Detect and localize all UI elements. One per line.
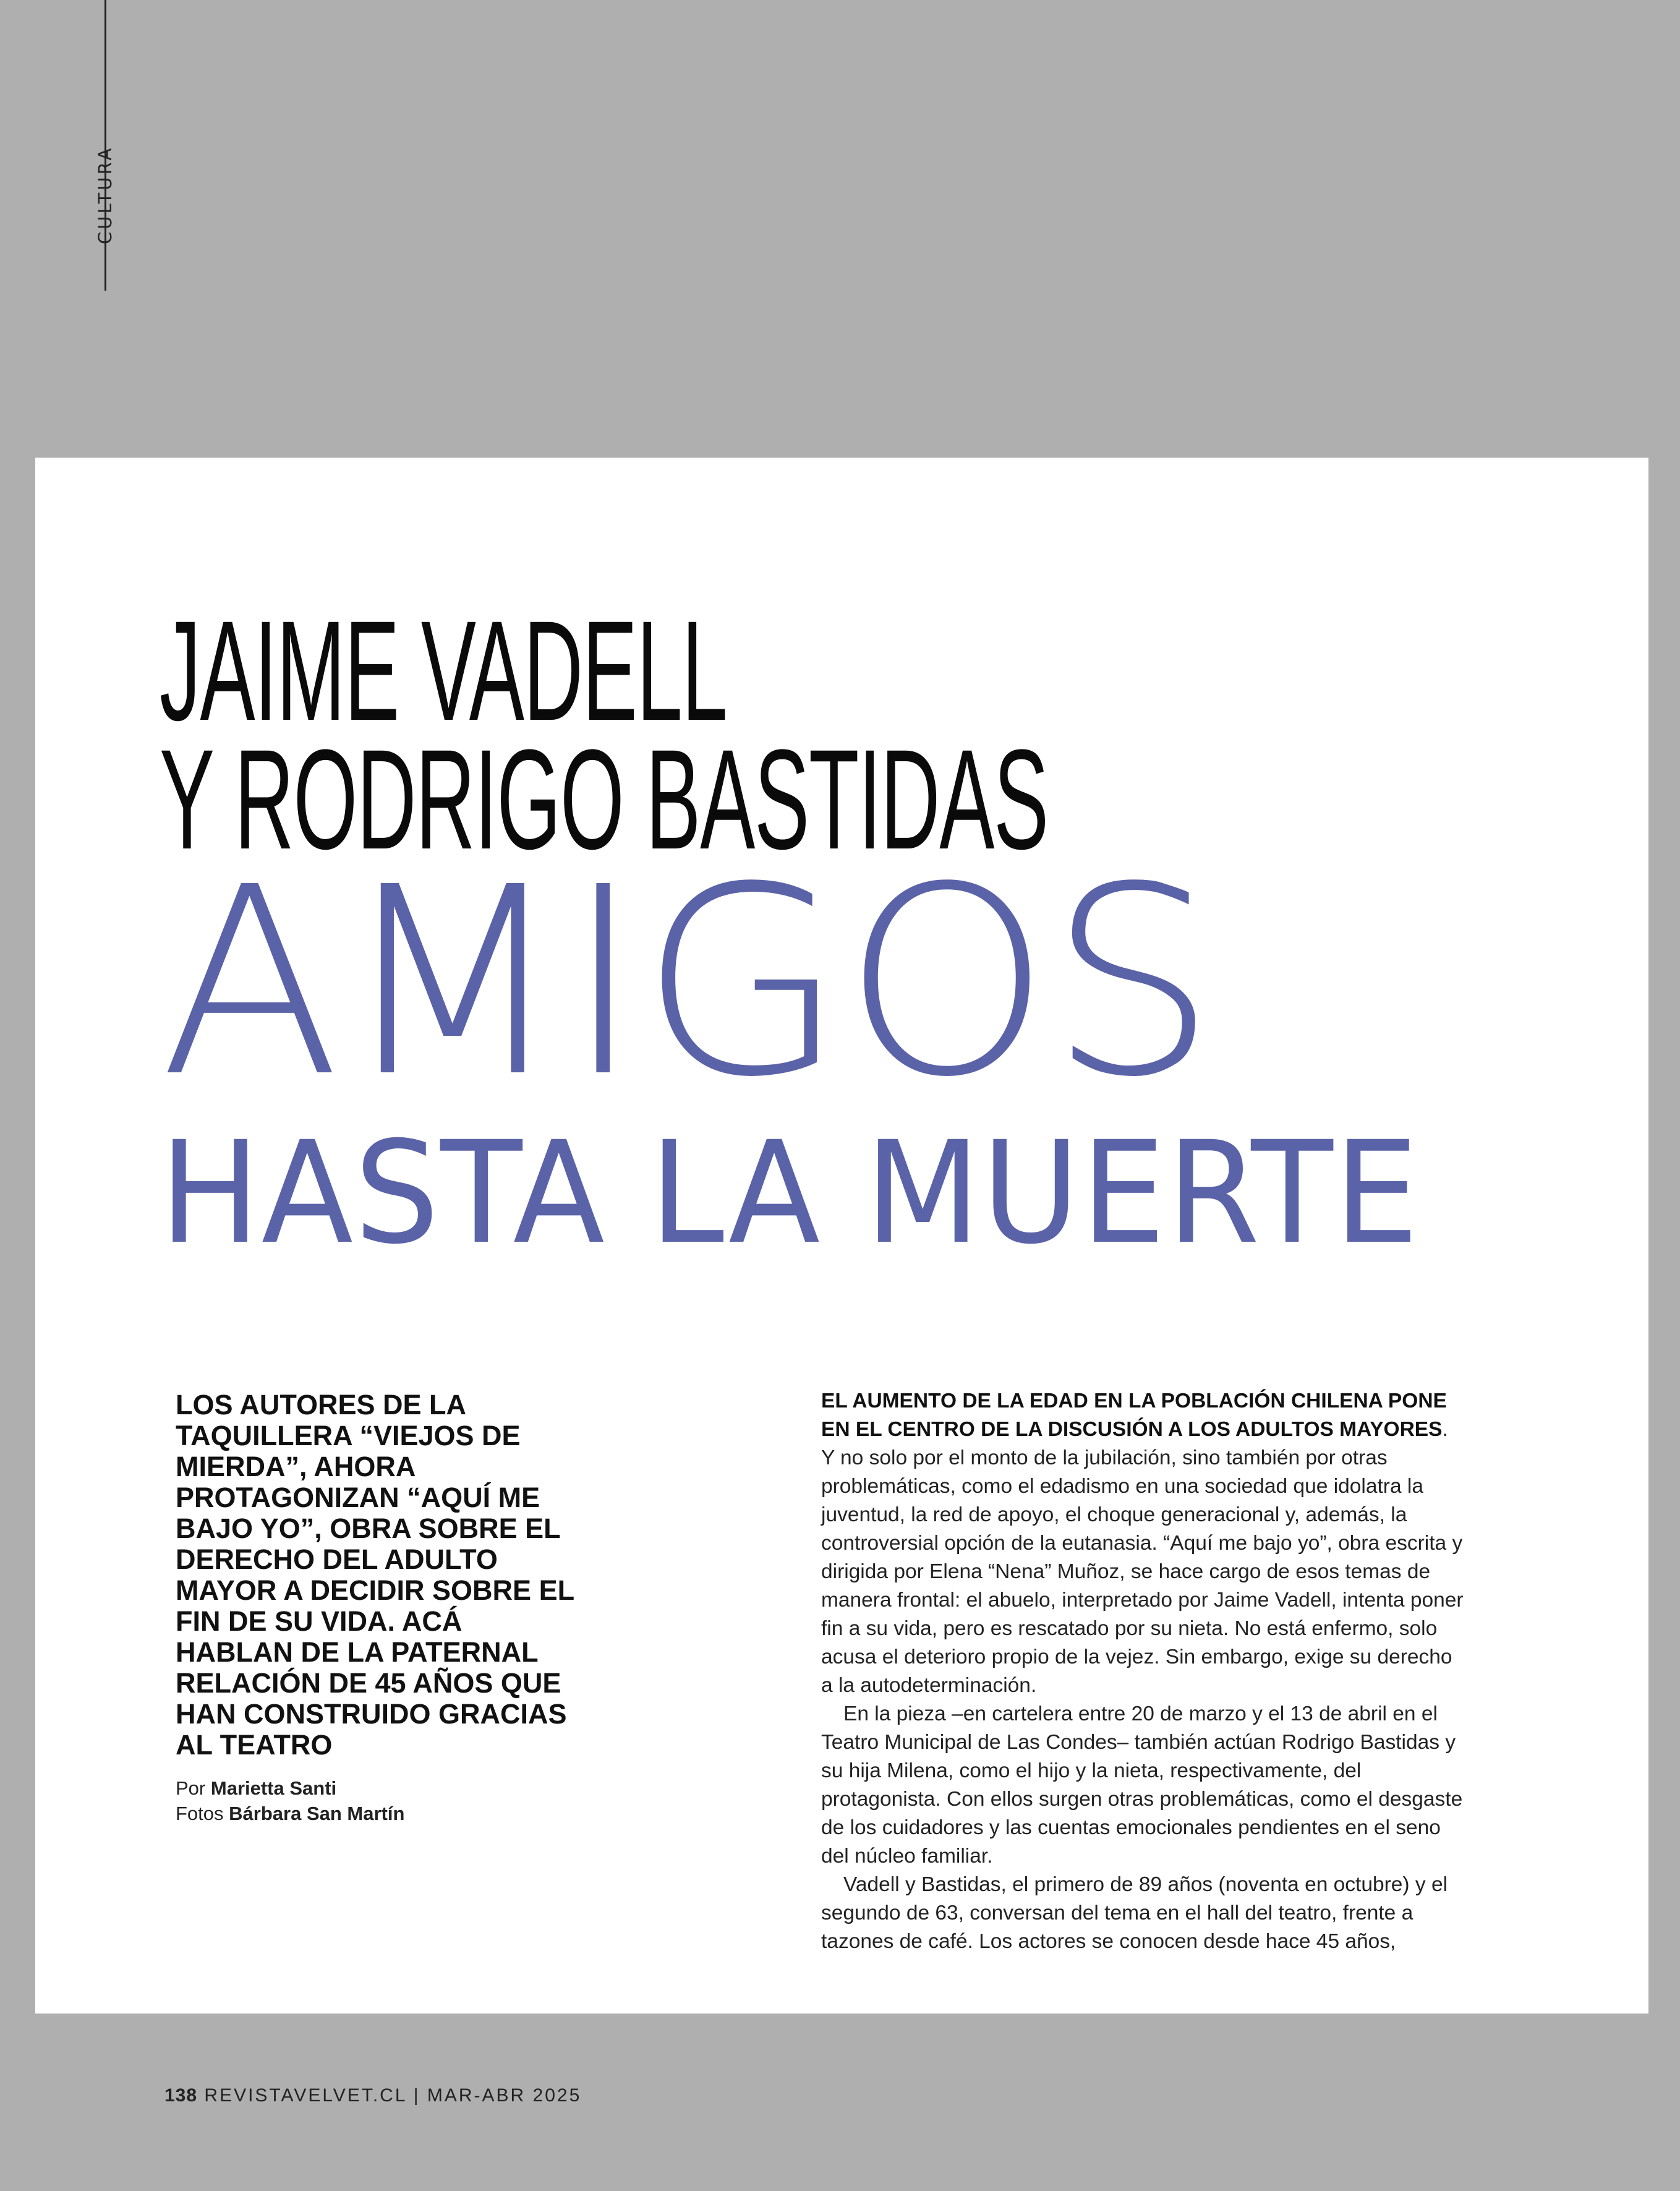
body-opening-caps: EL AUMENTO DE LA EDAD EN LA POBLACIÓN CHILENA PONE EN EL CENTRO DE LA DISCUSIÓN A LOS ADULTOS MAYORES <box>821 1390 1447 1441</box>
body-paragraph-1-text: . Y no solo por el monto de la jubilación, sino también por otras problemáticas, como el edadismo en una sociedad que idolatra la juventud, la red de apoyo, el choque generacional y, además, la controversial opción de la eutanasia. “Aquí me bajo yo”, obra escrita y dirigida por Elena “Nena” Muñoz, se hace cargo de esos temas de manera frontal: el abuelo, interpretado por Jaime Vadell, intenta poner fin a su vida, pero es rescatado por su nieta. No está enfermo, solo acusa el deterioro propio de la vejez. Sin embargo, exige su derecho a la autodeterminación. <box>821 1418 1464 1697</box>
byline-label: Por <box>176 1777 206 1799</box>
article-body <box>821 1387 1464 1956</box>
headline-line-3: AMIGOS <box>160 832 1214 1134</box>
article-credits <box>176 1775 404 1826</box>
byline <box>176 1775 404 1801</box>
author-name: Marietta Santi <box>210 1777 337 1799</box>
body-paragraph-2: En la pieza –en cartelera entre 20 de marzo y el 13 de abril en el Teatro Municipal de Las Condes– también actúan Rodrigo Bastidas y su hija Milena, como el hijo y la nieta, respectivamente, del protagonista. Con ellos surgen otras problemáticas, como el desgaste de los cuidadores y las cuentas emocionales pendientes en el seno del núcleo familiar. <box>821 1702 1463 1868</box>
headline-line-4: HASTA LA MUERTE <box>160 1111 1420 1275</box>
section-label: CULTURA <box>95 145 116 244</box>
headline-line-1: JAIME VADELL <box>160 591 727 750</box>
photographer-name: Bárbara San Martín <box>229 1803 405 1824</box>
page-number: 138 <box>164 2085 198 2106</box>
photo-credit <box>176 1801 404 1826</box>
body-paragraph-3: Vadell y Bastidas, el primero de 89 años (noventa en octubre) y el segundo de 63, conversan del tema en el hall del teatro, frente a tazones de café. Los actores se conocen desde hace 45 años, <box>821 1873 1448 1953</box>
photo-credit-label: Fotos <box>176 1803 224 1824</box>
publication-info: REVISTAVELVET.CL | MAR-ABR 2025 <box>204 2085 582 2106</box>
page-footer <box>164 2085 581 2106</box>
article-lead: LOS AUTORES DE LA TAQUILLERA “VIEJOS DE MIERDA”, AHORA PROTAGONIZAN “AQUÍ ME BAJO YO”, OBRA SOBRE EL DERECHO DEL ADULTO MAYOR A DECIDIR SOBRE EL FIN DE SU VIDA. ACÁ HABLAN DE LA PATERNAL RELACIÓN DE 45 AÑOS QUE HAN CONSTRUIDO GRACIAS AL TEATRO <box>176 1389 574 1761</box>
body-paragraph-1 <box>821 1387 1464 1700</box>
headline-line-2: Y RODRIGO BASTIDAS <box>160 720 1048 879</box>
